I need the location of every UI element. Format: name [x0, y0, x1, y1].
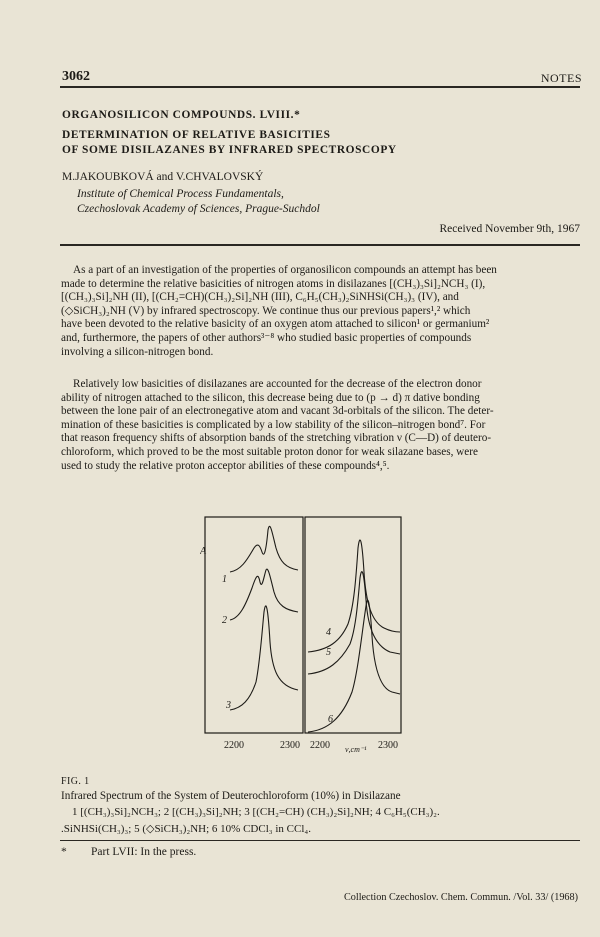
footnote-rule: [60, 840, 580, 841]
curve-label-2: 2: [222, 615, 227, 626]
x-tick-left-2200: 2200: [224, 740, 244, 751]
abstract-rule: [60, 244, 580, 246]
paragraph-2-line: mination of these basicities is complicated by a low stability of the silicon–nitrogen bond⁷. For: [61, 418, 486, 431]
spectrum-curve-6: [308, 600, 400, 732]
curve-label-4: 4: [326, 627, 331, 638]
authors: M.JAKOUBKOVÁ and V.CHVALOVSKÝ: [62, 171, 264, 183]
paragraph-1-line: involving a silicon-nitrogen bond.: [61, 345, 214, 358]
curve-label-1: 1: [222, 574, 227, 585]
paragraph-2-line: used to study the relative proton acceptor abilities of these compounds⁴,⁵.: [61, 459, 390, 472]
x-axis-unit: ν,cm⁻¹: [345, 745, 367, 754]
paragraph-2-line: Relatively low basicities of disilazanes are accounted for the decrease of the electron donor: [73, 378, 482, 390]
figure-legend-line1: 1 [(CH₃)₃Si]₂NCH₃; 2 [(CH₃)₃Si]₂NH; 3 [(CH₂=CH) (CH₃)₂Si]₂NH; 4 C₆H₅(CH₃)₂.: [72, 806, 440, 818]
paragraph-2-line: chloroform, which proved to be the most suitable proton donor for weak silazane bases, were: [61, 445, 478, 458]
institute-line1: Institute of Chemical Process Fundamentals,: [77, 188, 284, 200]
y-axis-label: A: [200, 546, 207, 557]
figure-label: FIG. 1: [61, 776, 90, 787]
right-panel-frame: [305, 517, 401, 733]
institute-line2: Czechoslovak Academy of Sciences, Prague-Suchdol: [77, 203, 320, 215]
footnote-marker: *: [61, 846, 67, 858]
x-tick-left-2300: 2300: [280, 740, 300, 751]
footnote-text: Part LVII: In the press.: [91, 846, 197, 858]
paragraph-1-line: and, furthermore, the papers of other authors³⁻⁸ who studied basic properties of compounds: [61, 331, 472, 344]
spectrum-curve-1: [230, 526, 298, 572]
curve-label-6: 6: [328, 714, 333, 725]
paragraph-2: [61, 378, 579, 473]
journal-footer: Collection Czechoslov. Chem. Commun. /Vol. 33/ (1968): [343, 892, 578, 903]
page-number: 3062: [62, 69, 90, 84]
curve-label-3: 3: [226, 700, 231, 711]
paragraph-1-line: [(CH₃)₃Si]₂NH (II), [(CH₂=CH)(CH₃)₂Si]₂NH (III), C₆H₅(CH₃)₂SiNHSi(CH₃)₃ (IV), and: [61, 291, 459, 304]
header-rule: [60, 86, 580, 88]
paragraph-2-line: between the lone pair of an electronegative atom and vacant 3d-orbitals of the silicon. The deter-: [61, 405, 494, 418]
spectrum-curve-3: [230, 606, 298, 710]
x-tick-right-2300: 2300: [378, 740, 398, 751]
received-date: Received November 9th, 1967: [439, 223, 580, 235]
paragraph-2-line: that reason frequency shifts of absorption bands of the stretching vibration ν (C—D) of deutero-: [61, 432, 492, 445]
figure-legend-line2: .SiNHSi(CH₃)₃; 5 (◇SiCH₃)₂NH; 6 10% CDCl₃ in CCl₄.: [61, 823, 311, 835]
paragraph-1-line: As a part of an investigation of the properties of organosilicon compounds an attempt has been: [73, 264, 497, 276]
curve-label-5: 5: [326, 647, 331, 658]
left-panel-frame: [205, 517, 303, 733]
ir-spectrum-figure: [200, 512, 410, 757]
spectrum-curve-4: [308, 540, 400, 652]
figure-caption: Infrared Spectrum of the System of Deuterochloroform (10%) in Disilazane: [61, 790, 401, 802]
paragraph-1-line: (◇SiCH₃)₂NH (V) by infrared spectroscopy. We continue thus our previous papers¹,² which: [61, 304, 471, 317]
article-title-line2: OF SOME DISILAZANES BY INFRARED SPECTROSCOPY: [62, 144, 397, 156]
section-heading: NOTES: [540, 71, 582, 85]
paragraph-1: [61, 264, 579, 359]
paragraph-2-line: ability of nitrogen attached to the silicon, this decrease being due to (p → d) π dative bonding: [61, 391, 480, 404]
paragraph-1-line: have been devoted to the relative basicity of an oxygen atom attached to silicon¹ or germanium²: [61, 318, 490, 331]
spectrum-curve-5: [308, 572, 400, 674]
footnote: [61, 846, 196, 858]
paragraph-1-line: made to determine the relative basicities of nitrogen atoms in disilazanes [(CH₃)₃Si]₂NCH₃ (I),: [61, 277, 486, 290]
article-title-line1: DETERMINATION OF RELATIVE BASICITIES: [62, 129, 331, 141]
x-tick-right-2200: 2200: [310, 740, 330, 751]
article-title-series: ORGANOSILICON COMPOUNDS. LVIII.*: [62, 109, 301, 121]
